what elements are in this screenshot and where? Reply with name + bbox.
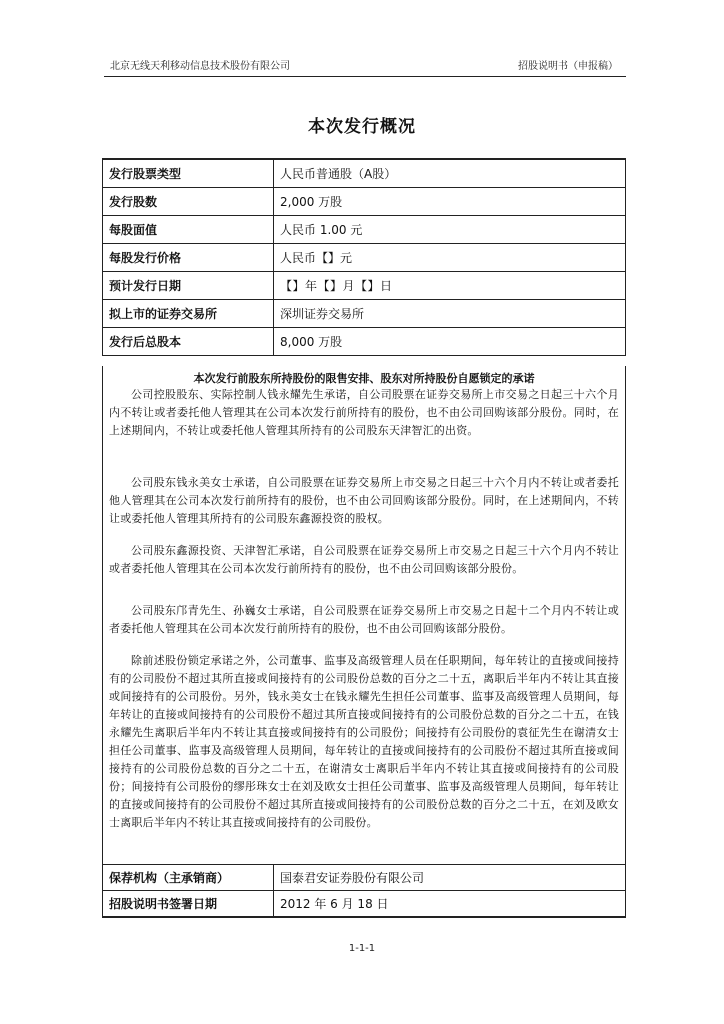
row-value: 2,000 万股 (274, 188, 626, 216)
row-label: 发行后总股本 (103, 328, 274, 356)
row-value: 人民币普通股（A股） (274, 159, 626, 188)
page-title: 本次发行概况 (308, 117, 416, 137)
lockup-section-title: 本次发行前股东所持股份的限售安排、股东对所持股份自愿锁定的承诺 (193, 372, 535, 385)
table-row (103, 891, 626, 918)
page-number: 1-1-1 (348, 943, 376, 954)
page-header (104, 60, 626, 77)
table-row (103, 300, 626, 328)
table-row (103, 159, 626, 188)
row-label: 发行股数 (103, 188, 274, 216)
row-label: 招股说明书签署日期 (103, 891, 274, 918)
row-label: 预计发行日期 (103, 272, 274, 300)
header-company-name: 北京无线天利移动信息技术股份有限公司 (110, 61, 290, 72)
row-value: 人民币 1.00 元 (274, 216, 626, 244)
lockup-paragraph: 除前述股份锁定承诺之外，公司董事、监事及高级管理人员在任职期间，每年转让的直接或间接持有的公司股份不超过其所直接或间接持有的公司股份总数的百分之二十五，离职后半年内不转让其直接或间接持有的公司股份。另外，钱永美女士在钱永耀先生担任公司董事、监事及高级管理人员期间，每年转让的直接或间接持有的公司股份不超过其所直接或间接持有的公司股份总数的百分之二十五，在钱永耀先生离职后半年内不转让其直接或间接持有的公司股份；间接持有公司股份的袁征先生在谢清女士担任公司董事、监事及高级管理人员期间，每年转让的直接或间接持有的公司股份不超过其所直接或间接持有的公司股份总数的百分之二十五，在谢清女士离职后半年内不转让其直接或间接持有的公司股份；间接持有公司股份的缪彤珠女士在刘及欧女士担任公司董事、监事及高级管理人员期间，每年转让的直接或间接持有的公司股份不超过其所直接或间接持有的公司股份总数的百分之二十五，在刘及欧女士离职后半年内不转让其直接或间接持有的公司股份。 (109, 654, 619, 829)
offering-summary-table (102, 158, 626, 356)
row-label: 每股面值 (103, 216, 274, 244)
header-document-type: 招股说明书（申报稿） (518, 61, 618, 72)
row-label: 发行股票类型 (103, 159, 274, 188)
row-value: 8,000 万股 (274, 328, 626, 356)
row-label: 每股发行价格 (103, 244, 274, 272)
table-row (103, 244, 626, 272)
table-row (103, 272, 626, 300)
table-row (103, 328, 626, 356)
table-row (103, 865, 626, 891)
lockup-paragraph: 公司股东邝青先生、孙巍女士承诺，自公司股票在证券交易所上市交易之日起十二个月内不转让或者委托他人管理其在公司本次发行前所持有的股份，也不由公司回购该部分股份。 (109, 604, 619, 635)
row-value: 深圳证券交易所 (274, 300, 626, 328)
lockup-commitments-section (102, 366, 626, 864)
row-label: 拟上市的证券交易所 (103, 300, 274, 328)
row-value: 国泰君安证券股份有限公司 (274, 865, 626, 891)
sponsor-table (102, 864, 626, 918)
row-value: 人民币【】元 (274, 244, 626, 272)
row-value: 2012 年 6 月 18 日 (274, 891, 626, 918)
lockup-paragraph: 公司股东钱永美女士承诺，自公司股票在证券交易所上市交易之日起三十六个月内不转让或者委托他人管理其在公司本次发行前所持有的股份，也不由公司回购该部分股份。同时，在上述期间内，不转让或委托他人管理其所持有的公司股东鑫源投资的股权。 (109, 476, 619, 525)
row-value: 【】年【】月【】日 (274, 272, 626, 300)
lockup-paragraph: 公司股东鑫源投资、天津智汇承诺，自公司股票在证券交易所上市交易之日起三十六个月内不转让或者委托他人管理其在公司本次发行前所持有的股份，也不由公司回购该部分股份。 (109, 544, 619, 575)
table-row (103, 216, 626, 244)
lockup-paragraph: 公司控股股东、实际控制人钱永耀先生承诺，自公司股票在证券交易所上市交易之日起三十六个月内不转让或者委托他人管理其在公司本次发行前所持有的股份，也不由公司回购该部分股份。同时，在上述期间内，不转让或委托他人管理其所持有的公司股东天津智汇的出资。 (109, 388, 619, 437)
row-label: 保荐机构（主承销商） (103, 865, 274, 891)
table-row (103, 188, 626, 216)
